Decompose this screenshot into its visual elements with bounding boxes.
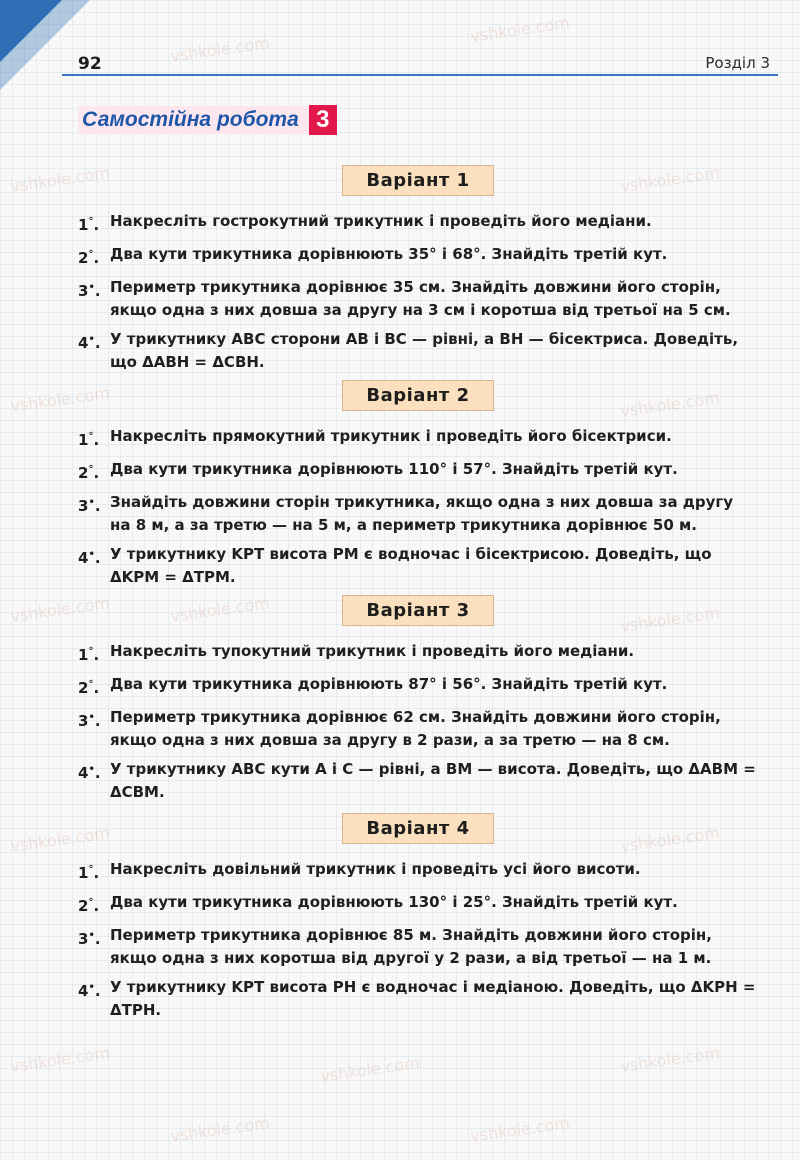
task-number: 1°. [78,431,100,449]
task-number: 2°. [78,249,100,267]
watermark: vshkole.com [469,1113,571,1146]
task-item [78,276,758,322]
watermark: vshkole.com [9,383,111,416]
watermark: vshkole.com [619,388,721,421]
watermark: vshkole.com [9,823,111,856]
task-text: Знайдіть довжини сторін трикутника, якщо одна з них довша за другу на 8 м, а за третю — на 5 м, а периметр трикутника дорівнює 50 м. [110,493,734,534]
watermark: vshkole.com [169,593,271,626]
task-number: 3•. [78,712,101,730]
task-text: Периметр трикутника дорівнює 85 м. Знайдіть довжини його сторін, якщо одна з них коротша від другої у 2 рази, а від третьої — на 1 м. [110,926,712,967]
variant-2 [78,380,758,595]
variant-4 [78,813,758,1028]
task-text: У трикутнику ABC сторони AB і BC — рівні, а BH — бісектриса. Доведіть, що ΔABH = ΔCBH. [110,330,739,371]
task-number: 1°. [78,216,100,234]
task-item [78,491,758,537]
watermark: vshkole.com [469,13,571,46]
task-number: 4•. [78,982,101,1000]
task-number: 3•. [78,497,101,515]
task-item [78,458,758,485]
task-text: Два кути трикутника дорівнюють 87° і 56°. Знайдіть третій кут. [110,675,668,693]
task-text: Периметр трикутника дорівнює 35 см. Знайдіть довжини його сторін, якщо одна з них довша за другу на 3 см і коротша від третьої на 5 см. [110,278,731,319]
task-item [78,858,758,885]
task-item [78,891,758,918]
variant-heading: Варіант 2 [342,380,494,411]
variant-3 [78,595,758,810]
watermark: vshkole.com [9,593,111,626]
task-item [78,673,758,700]
task-number: 4•. [78,334,101,352]
task-text: Накресліть гострокутний трикутник і проведіть його медіани. [110,212,652,230]
watermark: vshkole.com [9,1043,111,1076]
watermark: vshkole.com [619,603,721,636]
work-number-badge: 3 [309,105,337,135]
watermark: vshkole.com [619,823,721,856]
task-item [78,640,758,667]
task-item [78,243,758,270]
task-text: Накресліть прямокутний трикутник і проведіть його бісектриси. [110,427,672,445]
variant-1 [78,165,758,380]
independent-work-title [78,105,337,135]
task-number: 3•. [78,282,101,300]
task-item [78,706,758,752]
task-item [78,924,758,970]
watermark: vshkole.com [169,33,271,66]
task-item [78,758,758,804]
task-text: У трикутнику ABC кути A і C — рівні, а BM — висота. Доведіть, що ΔABM = ΔCBM. [110,760,756,801]
task-item [78,328,758,374]
task-item [78,425,758,452]
variant-heading: Варіант 4 [342,813,494,844]
task-number: 3•. [78,930,101,948]
watermark: vshkole.com [9,163,111,196]
variant-heading: Варіант 1 [342,165,494,196]
task-number: 2°. [78,897,100,915]
task-number: 4•. [78,549,101,567]
watermark: vshkole.com [169,1113,271,1146]
task-text: Накресліть довільний трикутник і проведіть усі його висоти. [110,860,641,878]
task-number: 1°. [78,646,100,664]
variant-heading: Варіант 3 [342,595,494,626]
task-text: Два кути трикутника дорівнюють 110° і 57°. Знайдіть третій кут. [110,460,678,478]
work-title-text: Самостійна робота [78,106,309,134]
task-item [78,210,758,237]
task-text: Два кути трикутника дорівнюють 35° і 68°. Знайдіть третій кут. [110,245,668,263]
header-rule [62,74,778,76]
task-item [78,976,758,1022]
page-number: 92 [78,54,102,74]
watermark: vshkole.com [619,1043,721,1076]
watermark: vshkole.com [319,1053,421,1086]
task-text: Накресліть тупокутний трикутник і проведіть його медіани. [110,642,635,660]
task-item [78,543,758,589]
task-text: Два кути трикутника дорівнюють 130° і 25°. Знайдіть третій кут. [110,893,678,911]
task-text: Периметр трикутника дорівнює 62 см. Знайдіть довжини його сторін, якщо одна з них довша за другу в 2 рази, а за третю — на 8 см. [110,708,721,749]
task-number: 1°. [78,864,100,882]
task-number: 4•. [78,764,101,782]
corner-decoration [0,0,62,62]
watermark: vshkole.com [619,163,721,196]
task-text: У трикутнику KPT висота PH є водночас і медіаною. Доведіть, що ΔKPH = ΔTPH. [110,978,756,1019]
task-number: 2°. [78,464,100,482]
task-text: У трикутнику KPT висота PM є водночас і бісектрисою. Доведіть, що ΔKPM = ΔTPM. [110,545,712,586]
task-number: 2°. [78,679,100,697]
section-label: Розділ 3 [705,54,770,72]
